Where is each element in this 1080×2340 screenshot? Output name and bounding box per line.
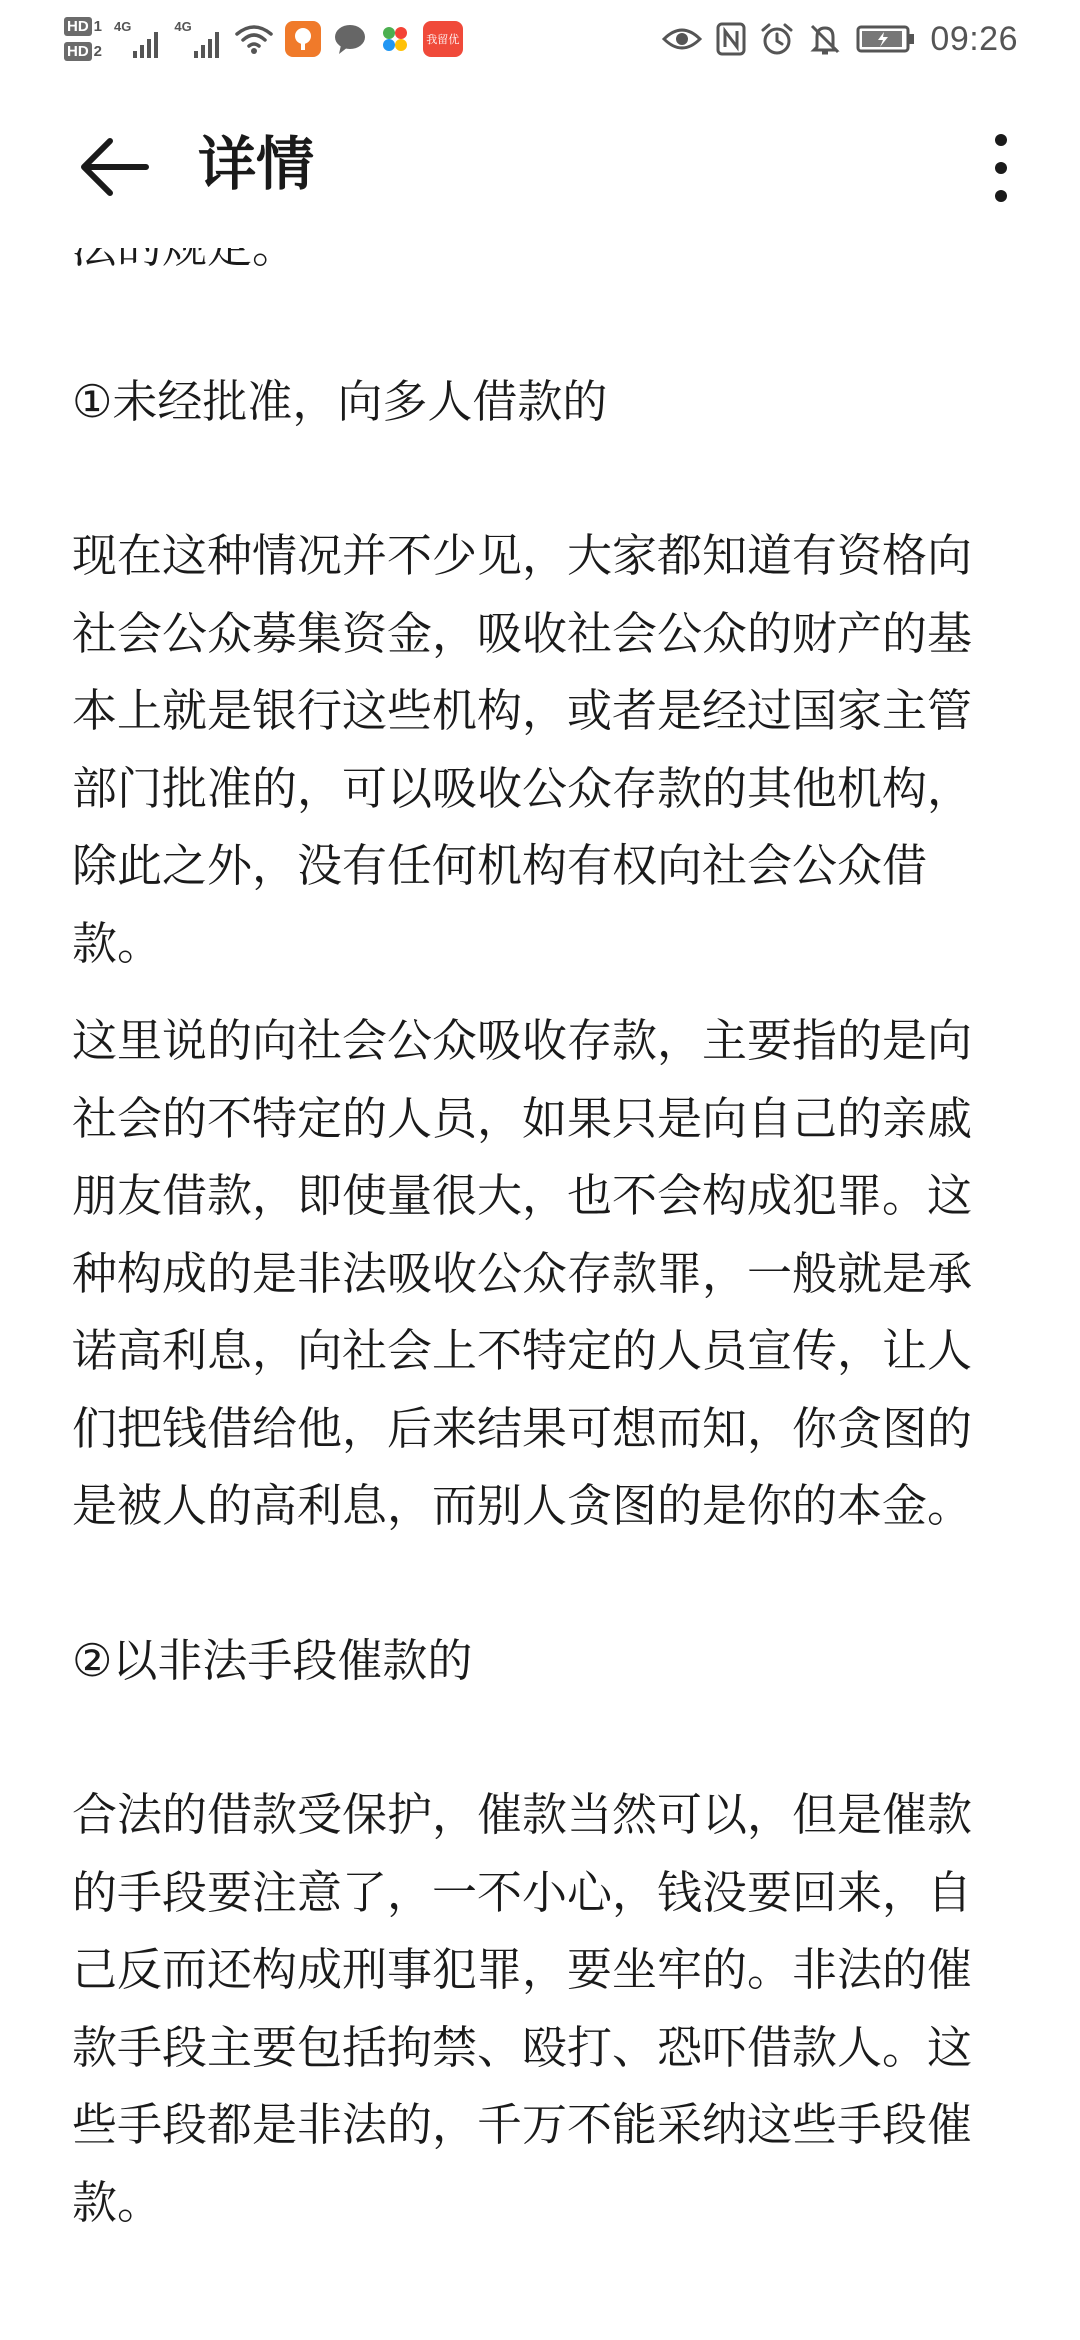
more-vertical-icon: [994, 133, 1008, 203]
article-body: [72, 208, 1000, 2241]
alarm-icon: [760, 22, 794, 56]
bell-off-icon: [808, 22, 842, 56]
paragraph-spacer: [72, 440, 1000, 517]
paragraph-spacer: [72, 286, 1000, 363]
wifi-icon: [235, 23, 273, 55]
signal-icon: [193, 29, 223, 59]
signal-icon: [132, 29, 162, 59]
more-options-button[interactable]: [966, 118, 1036, 218]
app-notification-icon: [423, 21, 463, 57]
article-subheading: ②以非法手段催款的: [72, 1633, 473, 1687]
hd-indicators: [64, 17, 102, 61]
status-bar-left: [64, 8, 475, 70]
page-title: 详情: [198, 130, 315, 198]
pinwheel-app-icon: [379, 23, 411, 55]
app-icon-label: 我留优: [426, 33, 460, 46]
article-scroll-area[interactable]: [0, 248, 1080, 2340]
hd-badge-1: [64, 17, 102, 36]
hd-sim-number: 2: [93, 43, 103, 60]
article-paragraph: 合法的借款受保护，催款当然可以，但是催款的手段要注意了，一不小心，钱没要回来，自己反而还构成刑事犯罪，要坐牢的。非法的催款手段主要包括拘禁、殴打、恐吓借款人。这些手段都是非法的，千万不能采纳这些手段催款。: [72, 1788, 973, 2229]
app-notification-icon: [285, 21, 321, 57]
article-subheading: ①未经批准，向多人借款的: [72, 374, 608, 428]
back-button[interactable]: [70, 122, 160, 212]
hd-sim-number: 1: [93, 18, 103, 35]
tree-app-icon: [290, 26, 316, 52]
eye-icon: [662, 25, 702, 53]
arrow-left-icon: [80, 136, 150, 198]
paragraph-spacer: [72, 1545, 1000, 1622]
paragraph-spacer: [72, 1699, 1000, 1776]
status-time: 09:26: [930, 19, 1018, 58]
paragraph-spacer: [72, 982, 1000, 1002]
article-paragraph: 现在这种情况并不少见，大家都知道有资格向社会公众募集资金，吸收社会公众的财产的基本上就是银行这些机构，或者是经过国家主管部门批准的，可以吸收公众存款的其他机构，除此之外，没有任何机构有权向社会公众借款。: [72, 529, 973, 970]
signal-sim2: [174, 19, 222, 59]
network-type-label: 4G: [114, 19, 132, 34]
network-type-label: 4G: [174, 19, 192, 34]
hd-label: HD: [64, 17, 92, 36]
hd-badge-2: [64, 42, 102, 61]
hd-label: HD: [64, 42, 92, 61]
status-bar: [0, 0, 1080, 78]
nfc-icon: [716, 22, 746, 56]
signal-sim1: [114, 19, 162, 59]
battery-charging-icon: [856, 24, 916, 54]
article-paragraph: 这里说的向社会公众吸收存款，主要指的是向社会的不特定的人员，如果只是向自己的亲戚朋友借款，即使量很大，也不会构成犯罪。这种构成的是非法吸收公众存款罪，一般就是承诺高利息，向社会上不特定的人员宣传，让人们把钱借给他，后来结果可想而知，你贪图的是被人的高利息，而别人贪图的是你的本金。: [72, 1014, 973, 1532]
status-bar-right: [662, 10, 1018, 68]
message-bubble-icon: [333, 23, 367, 55]
top-app-bar: [0, 78, 1080, 248]
